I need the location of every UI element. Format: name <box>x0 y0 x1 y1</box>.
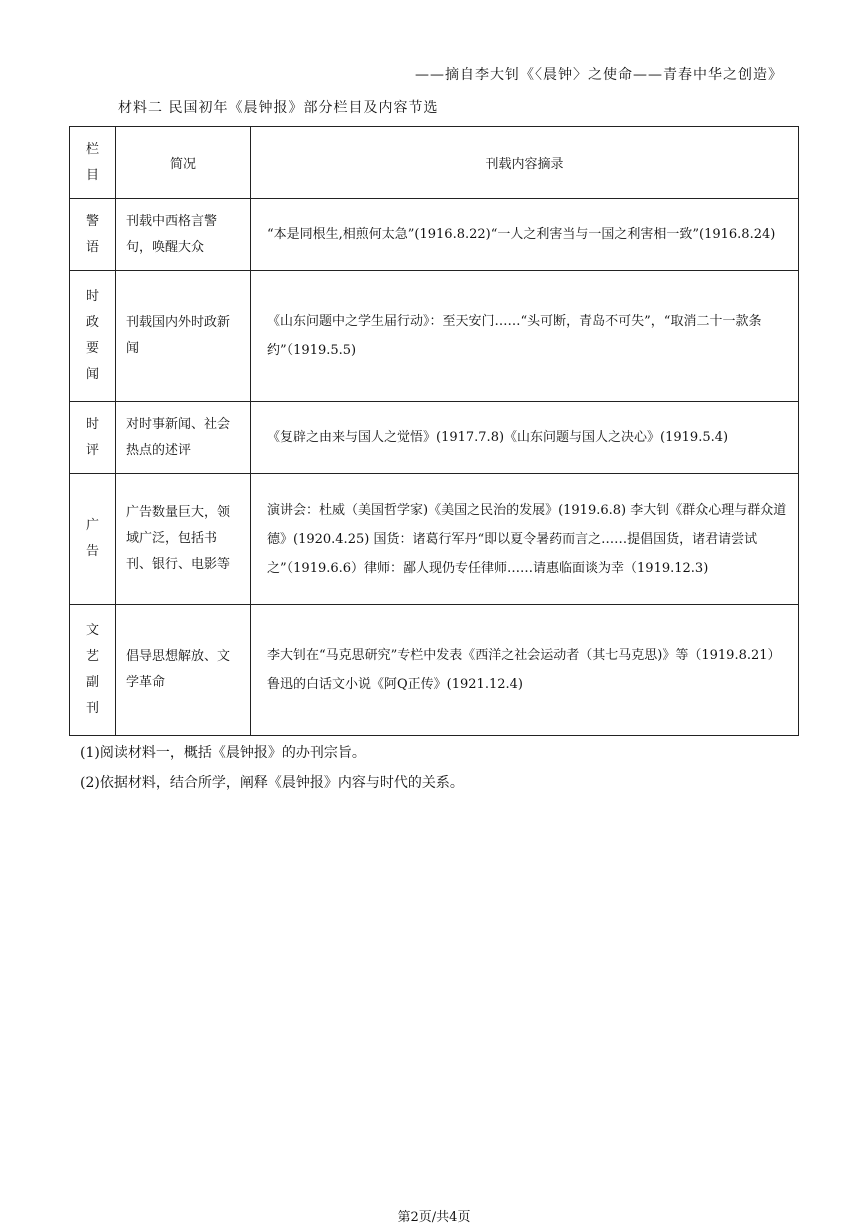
row-brief: 对时事新闻、社会热点的述评 <box>116 402 251 474</box>
row-column-cell <box>70 271 116 402</box>
row-column-name: 时 评 <box>85 416 99 458</box>
table-header-row <box>70 127 799 199</box>
table-row <box>70 271 799 402</box>
header-brief: 简况 <box>116 127 251 199</box>
row-brief: 刊载国内外时政新闻 <box>116 271 251 402</box>
table-row <box>70 199 799 271</box>
header-column <box>70 127 116 199</box>
row-column-name: 文 艺 副 刊 <box>85 623 99 716</box>
table-row <box>70 605 799 736</box>
question-1: (1)阅读材料一，概括《晨钟报》的办刊宗旨。 <box>80 745 366 761</box>
row-column-cell <box>70 474 116 605</box>
row-content: 演讲会：杜威（美国哲学家)《美国之民治的发展》(1919.6.8) 李大钊《群众心理与群众道德》(1920.4.25) 国货：诸葛行军丹“即以夏令暑药而言之……提倡国货，诸君请尝试之”（1919.6.6）律师：鄙人现仍专任律师……请惠临面谈为幸（1919.12.3) <box>251 474 799 605</box>
row-content: 《山东问题中之学生届行动》：至天安门……“头可断，青岛不可失”，“取消二十一款条约”（1919.5.5) <box>251 271 799 402</box>
table-row <box>70 474 799 605</box>
page-footer: 第2页/共4页 <box>397 1210 471 1225</box>
row-column-name: 广 告 <box>85 518 99 559</box>
row-brief: 刊载中西格言警句，唤醒大众 <box>116 199 251 271</box>
row-content: 《复辟之由来与国人之觉悟》(1917.7.8)《山东问题与国人之决心》(1919.5.4) <box>251 402 799 474</box>
header-column-text: 栏 目 <box>85 141 99 183</box>
row-brief: 广告数量巨大，领域广泛，包括书刊、银行、电影等 <box>116 474 251 605</box>
question-2: (2)依据材料，结合所学，阐释《晨钟报》内容与时代的关系。 <box>80 775 464 791</box>
row-content: “本是同根生,相煎何太急”(1916.8.22)“一人之利害当与一国之利害相一致”(1916.8.24) <box>251 199 799 271</box>
row-brief: 倡导思想解放、文学革命 <box>116 605 251 736</box>
row-column-cell <box>70 199 116 271</box>
row-column-cell <box>70 402 116 474</box>
row-column-cell <box>70 605 116 736</box>
material-caption: 材料二 民国初年《晨钟报》部分栏目及内容节选 <box>118 100 439 116</box>
material-table <box>69 126 799 736</box>
questions <box>80 738 464 798</box>
row-column-name: 时 政 要 闻 <box>85 289 99 382</box>
header-content: 刊载内容摘录 <box>251 127 799 199</box>
source-attribution: ——摘自李大钊《〈晨钟〉之使命——青春中华之创造》 <box>415 67 783 83</box>
table-row <box>70 402 799 474</box>
row-content: 李大钊在“马克思研究”专栏中发表《西洋之社会运动者（其七马克思)》等（1919.8.21）鲁迅的白话文小说《阿Q正传》(1921.12.4) <box>251 605 799 736</box>
row-column-name: 警 语 <box>85 213 99 255</box>
